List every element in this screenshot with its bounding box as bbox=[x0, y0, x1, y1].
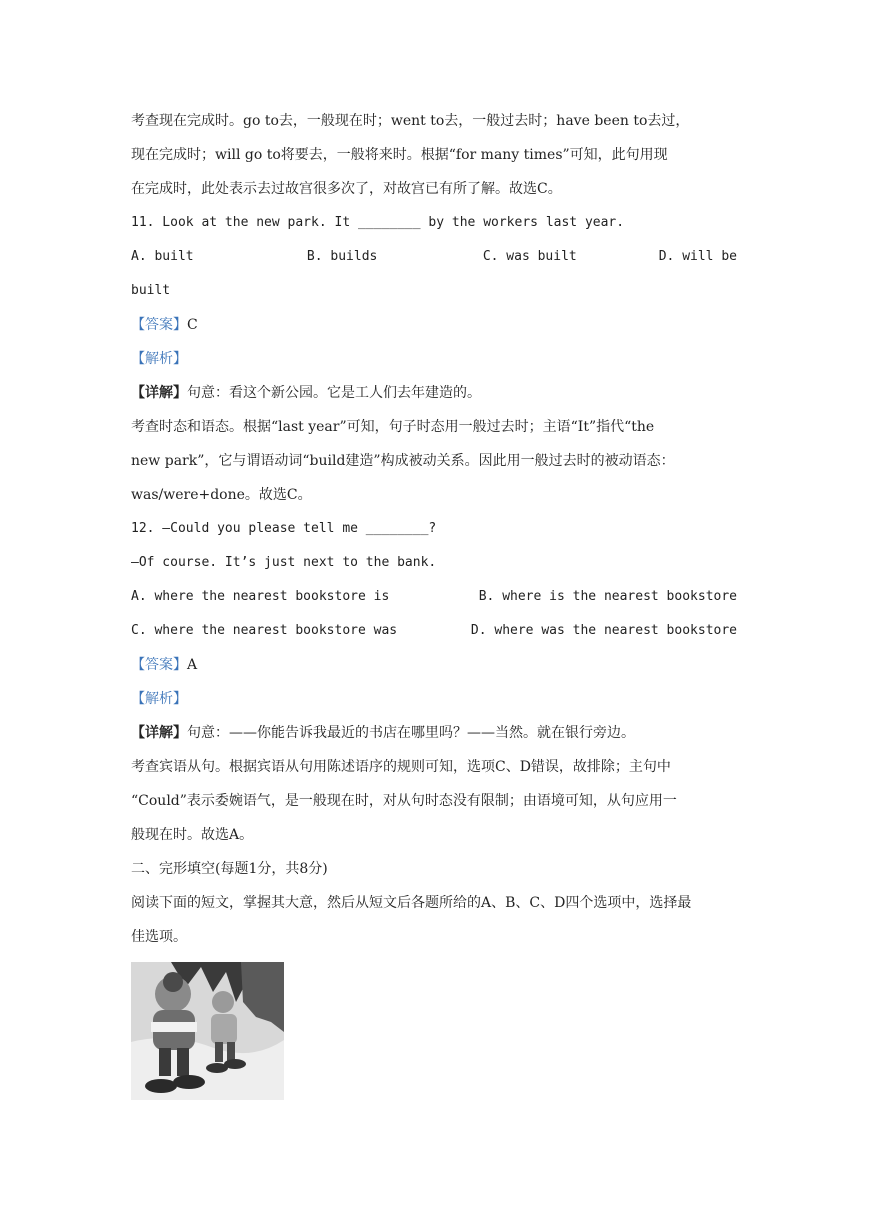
children-snowshoeing-illustration bbox=[131, 962, 284, 1100]
illustration-icon bbox=[131, 962, 284, 1100]
detail-label: 【详解】 bbox=[131, 725, 187, 741]
q11-explain-line-2: new park”，它与谓语动词“build建造”构成被动关系。因此用一般过去时的被动语态： bbox=[131, 453, 675, 469]
q12-explain-line-2: “Could”表示委婉语气，是一般现在时，对从句时态没有限制；由语境可知，从句应用一 bbox=[131, 793, 677, 809]
q12-detail bbox=[131, 716, 737, 750]
detail-text: 句意：看这个新公园。它是工人们去年建造的。 bbox=[187, 385, 481, 401]
q11-options bbox=[131, 240, 737, 274]
intro-line-3: 在完成时，此处表示去过故宫很多次了，对故宫已有所了解。故选C。 bbox=[131, 181, 562, 197]
q11-option-d-wrap: built bbox=[131, 283, 171, 298]
q12-option-b: B. where is the nearest bookstore bbox=[478, 589, 737, 604]
answer-value: C bbox=[187, 317, 198, 333]
section-heading: 二、完形填空(每题1分，共8分) bbox=[131, 861, 328, 877]
q12-reply: —Of course. It’s just next to the bank. bbox=[131, 555, 437, 570]
section-instruction-line-2: 佳选项。 bbox=[131, 929, 187, 945]
q12-option-c: C. where the nearest bookstore was bbox=[131, 623, 398, 638]
answer-value: A bbox=[187, 657, 198, 673]
q12-option-a: A. where the nearest bookstore is bbox=[131, 589, 390, 604]
q12-answer bbox=[131, 648, 737, 682]
q11-stem: 11. Look at the new park. It ________ by the workers last year. bbox=[131, 215, 625, 230]
q11-detail bbox=[131, 376, 737, 410]
detail-text: 句意：——你能告诉我最近的书店在哪里吗？——当然。就在银行旁边。 bbox=[187, 725, 635, 741]
answer-label: 【答案】 bbox=[131, 317, 187, 333]
q11-explain-line-1: 考查时态和语态。根据“last year”可知，句子时态用一般过去时；主语“It”指代“the bbox=[131, 419, 655, 435]
intro-line-1: 考查现在完成时。go to去，一般现在时；went to去，一般过去时；have been to去过， bbox=[131, 113, 690, 129]
q12-explain-line-1: 考查宾语从句。根据宾语从句用陈述语序的规则可知，选项C、D错误，故排除；主句中 bbox=[131, 759, 671, 775]
q12-analysis-label: 【解析】 bbox=[131, 691, 187, 707]
q12-options-row-1 bbox=[131, 580, 737, 614]
q12-stem: 12. —Could you please tell me ________? bbox=[131, 521, 437, 536]
q11-option-d: D. will be bbox=[658, 249, 737, 264]
q11-option-a: A. built bbox=[131, 249, 194, 264]
q12-options-row-2 bbox=[131, 614, 737, 648]
detail-label: 【详解】 bbox=[131, 385, 187, 401]
section-instruction-line-1: 阅读下面的短文，掌握其大意，然后从短文后各题所给的A、B、C、D四个选项中，选择最 bbox=[131, 895, 692, 911]
answer-label: 【答案】 bbox=[131, 657, 187, 673]
q12-option-d: D. where was the nearest bookstore bbox=[470, 623, 737, 638]
intro-line-2: 现在完成时；will go to将要去，一般将来时。根据“for many times”可知，此句用现 bbox=[131, 147, 668, 163]
q11-analysis-label: 【解析】 bbox=[131, 351, 187, 367]
document-page bbox=[131, 104, 737, 954]
q11-option-c: C. was built bbox=[482, 249, 577, 264]
q11-option-b: B. builds bbox=[306, 249, 378, 264]
q11-answer bbox=[131, 308, 737, 342]
q11-explain-line-3: was/were+done。故选C。 bbox=[131, 487, 312, 503]
q12-explain-line-3: 般现在时。故选A。 bbox=[131, 827, 254, 843]
